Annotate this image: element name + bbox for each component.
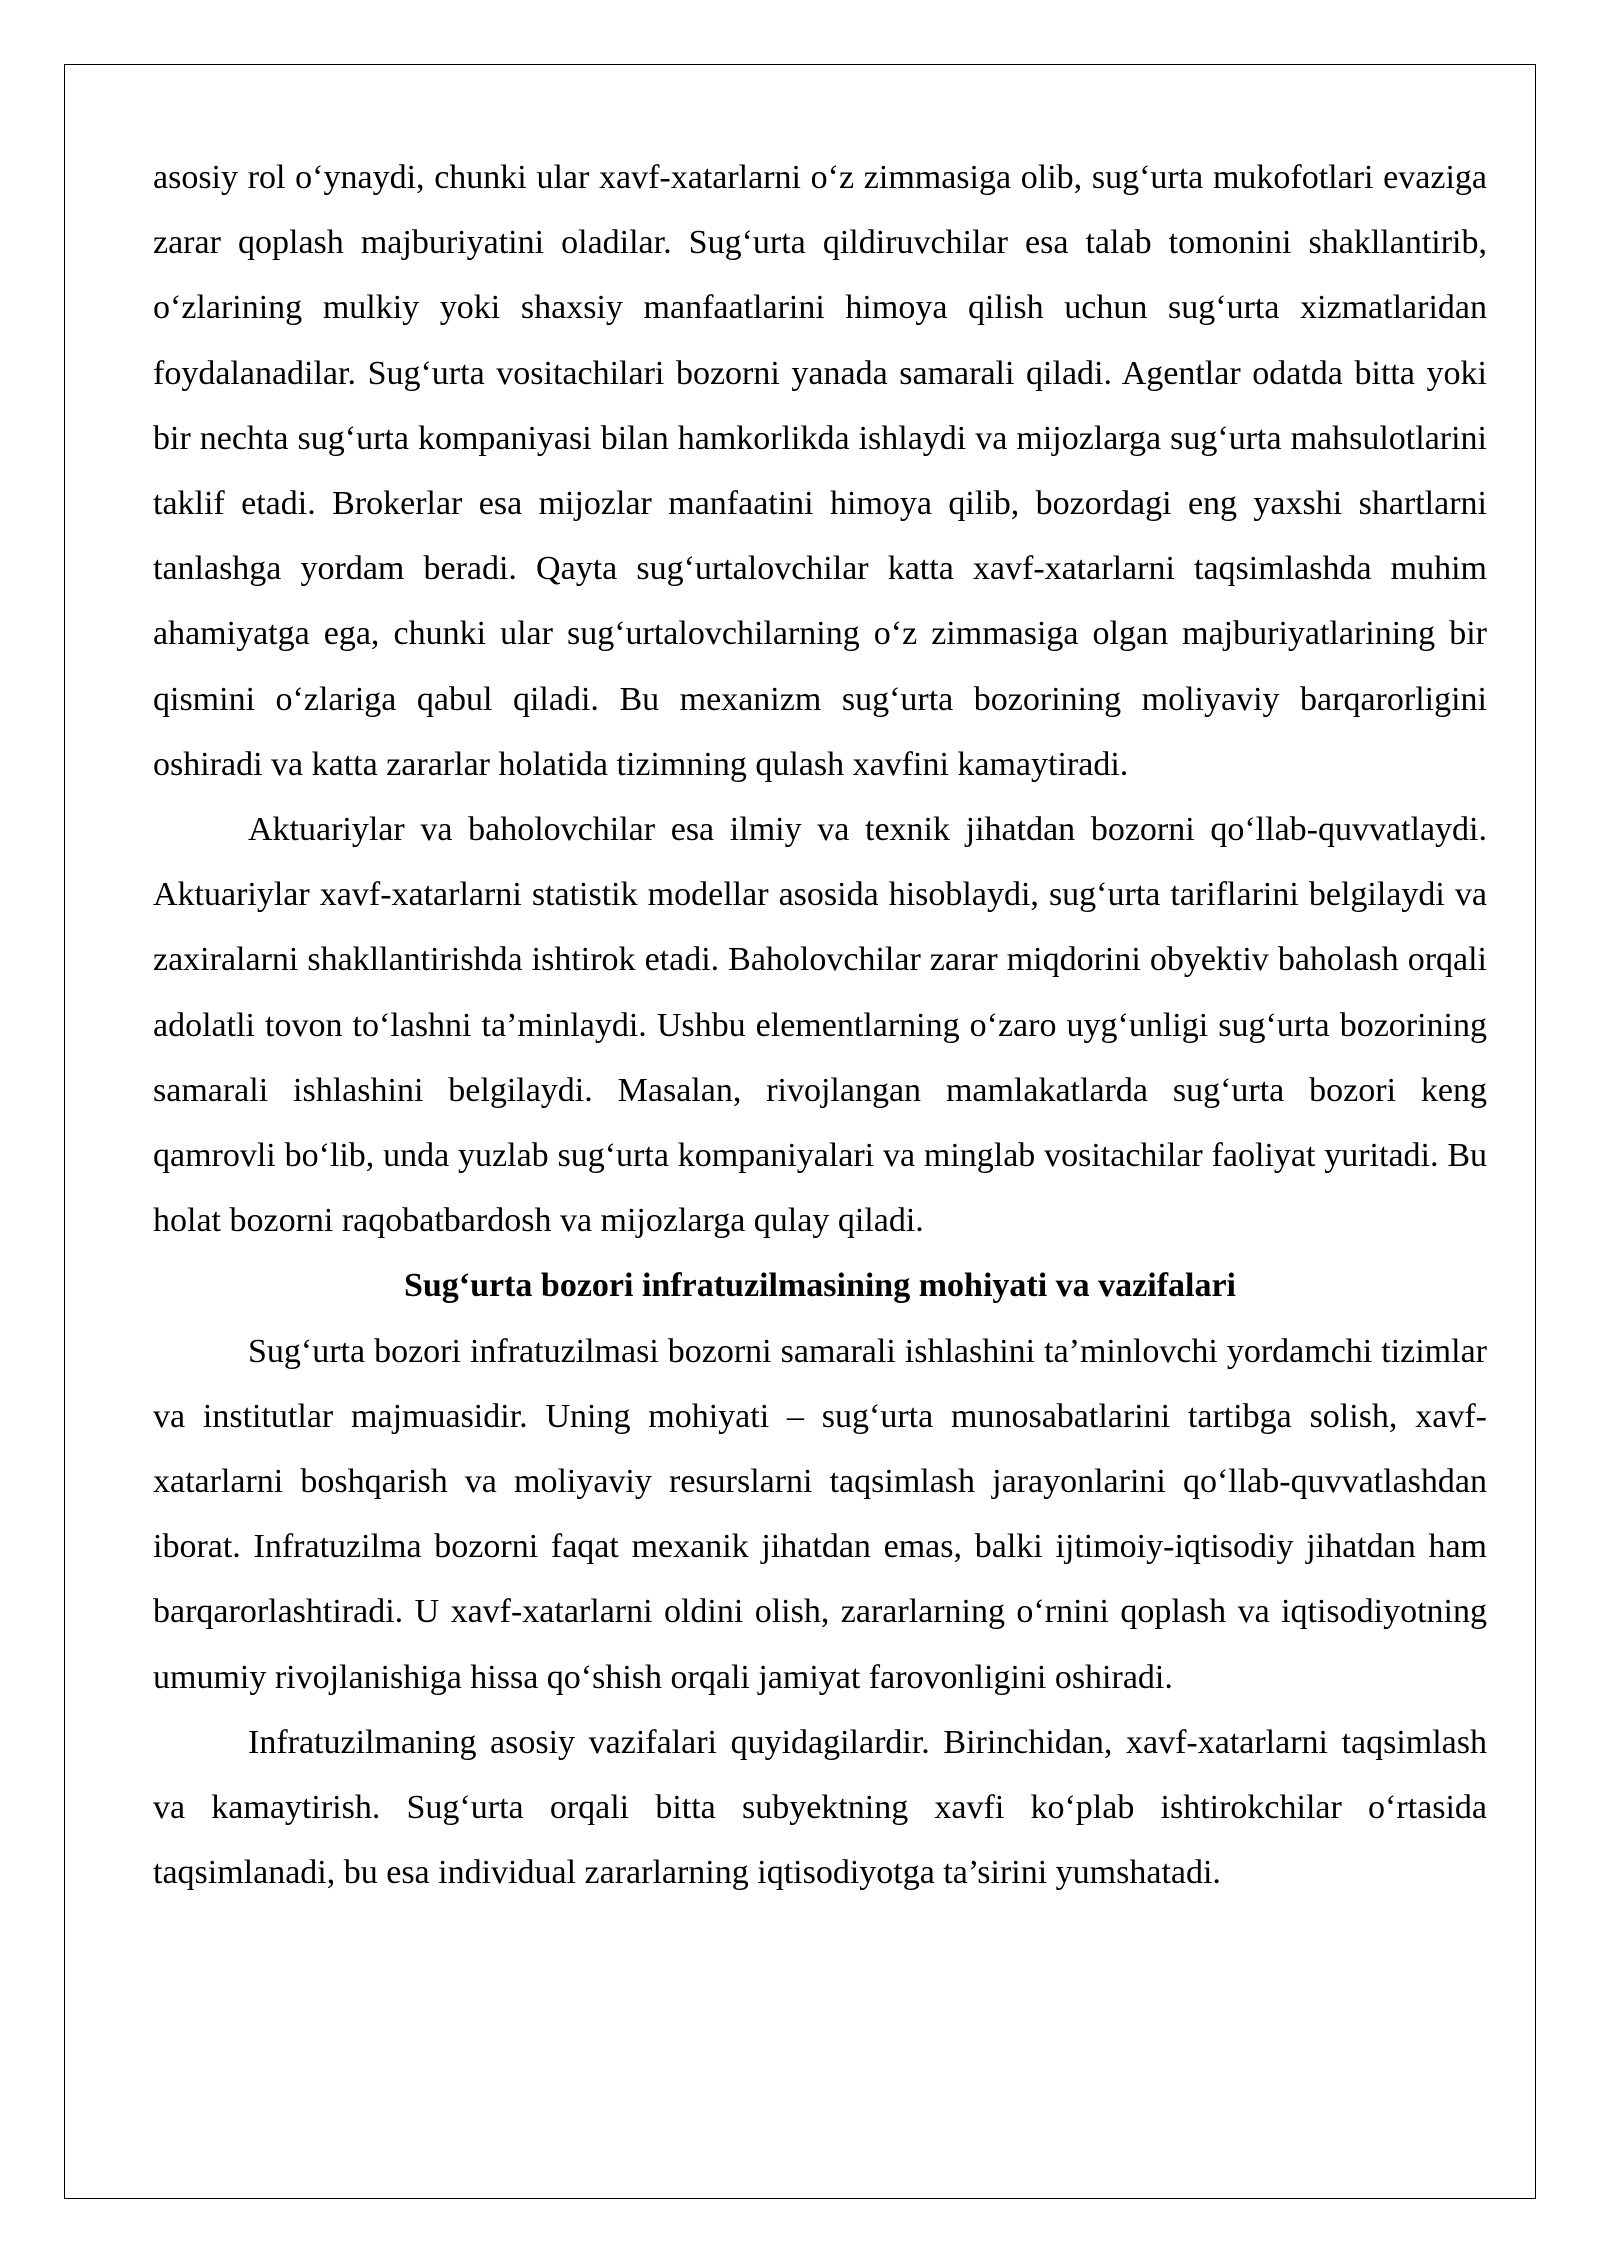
paragraph-continuation: asosiy rol o‘ynaydi, chunki ular xavf-xatarlarni o‘z zimmasiga olib, sug‘urta mukofotlari evaziga zarar qoplash majburiyatini oladilar. Sug‘urta qildiruvchilar esa talab tomonini shakllantirib, o‘zlarining mulkiy yoki shaxsiy manfaatlarini himoya qilish uchun sug‘urta xizmatlaridan foydalanadilar. Sug‘urta vositachilari bozorni yanada samarali qiladi. Agentlar odatda bitta yoki bir nechta sug‘urta kompaniyasi bilan hamkorlikda ishlaydi va mijozlarga sug‘urta mahsulotlarini taklif etadi. Brokerlar esa mijozlar manfaatini himoya qilib, bozordagi eng yaxshi shartlarni tanlashga yordam beradi. Qayta sug‘urtalovchilar katta xavf-xatarlarni taqsimlashda muhim ahamiyatga ega, chunki ular sug‘urtalovchilarning o‘z zimmasiga olgan majburiyatlarining bir qismini o‘zlariga qabul qiladi. Bu mexanizm sug‘urta bozorining moliyaviy barqarorligini oshiradi va katta zararlar holatida tizimning qulash xavfini kamaytiradi.	[153, 159, 1487, 783]
paragraph-infrastructure-functions: Infratuzilmaning asosiy vazifalari quyidagilardir. Birinchidan, xavf-xatarlarni taqsimlash va kamaytirish. Sug‘urta orqali bitta subyektning xavfi ko‘plab ishtirokchilar o‘rtasida taqsimlanadi, bu esa individual zararlarning iqtisodiyotga ta’sirini yumshatadi.	[153, 1723, 1487, 1892]
paragraph-infrastructure-essence: Sug‘urta bozori infratuzilmasi bozorni samarali ishlashini ta’minlovchi yordamchi tizimlar va institutlar majmuasidir. Uning mohiyati – sug‘urta munosabatlarini tartibga solish, xavf-xatarlarni boshqarish va moliyaviy resurslarni taqsimlash jarayonlarini qo‘llab-quvvatlashdan iborat. Infratuzilma bozorni faqat mexanik jihatdan emas, balki ijtimoiy-iqtisodiy jihatdan ham barqarorlashtiradi. U xavf-xatarlarni oldini olish, zararlarning o‘rnini qoplash va iqtisodiyotning umumiy rivojlanishiga hissa qo‘shish orqali jamiyat farovonligini oshiradi.	[153, 1332, 1487, 1696]
paragraph-actuaries: Aktuariylar va baholovchilar esa ilmiy va texnik jihatdan bozorni qo‘llab-quvvatlaydi. Aktuariylar xavf-xatarlarni statistik modellar asosida hisoblaydi, sug‘urta tariflarini belgilaydi va zaxiralarni shakllantirishda ishtirok etadi. Baholovchilar zarar miqdorini obyektiv baholash orqali adolatli tovon to‘lashni ta’minlaydi. Ushbu elementlarning o‘zaro uyg‘unligi sug‘urta bozorining samarali ishlashini belgilaydi. Masalan, rivojlangan mamlakatlarda sug‘urta bozori keng qamrovli bo‘lib, unda yuzlab sug‘urta kompaniyalari va minglab vositachilar faoliyat yuritadi. Bu holat bozorni raqobatbardosh va mijozlarga qulay qiladi.	[153, 811, 1487, 1240]
section-heading: Sug‘urta bozori infratuzilmasining mohiyati va vazifalari	[403, 1267, 1237, 1305]
document-body	[153, 145, 1487, 1905]
